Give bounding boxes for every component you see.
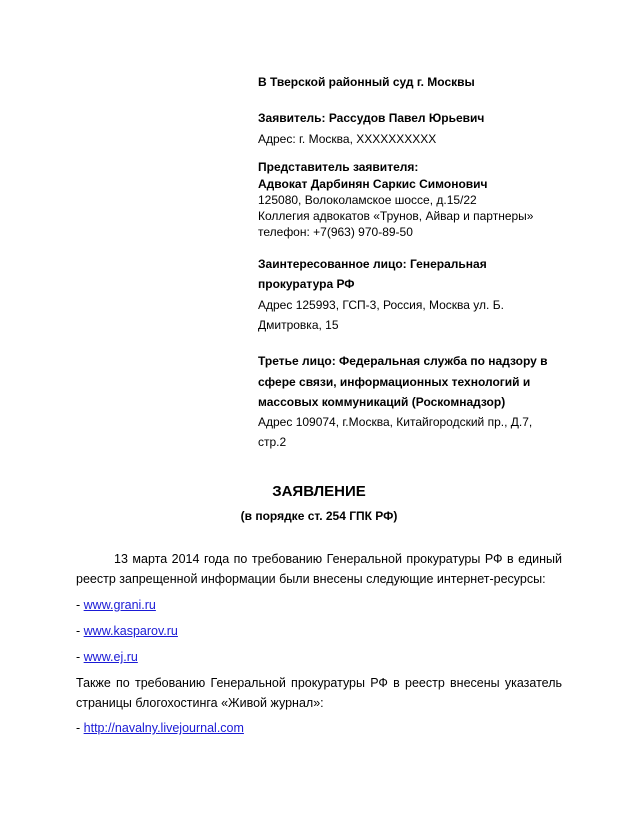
list-dash: - <box>76 598 84 612</box>
list-dash: - <box>76 624 84 638</box>
list-item-ej <box>76 649 562 665</box>
list-item-kasparov <box>76 623 562 639</box>
list-dash: - <box>76 721 84 735</box>
representative-name: Адвокат Дарбинян Саркис Симонович <box>258 177 488 191</box>
applicant-address: Адрес: г. Москва, XXXXXXXXXX <box>258 132 437 146</box>
third-party-address2: стр.2 <box>258 435 287 449</box>
link-kasparov[interactable]: www.kasparov.ru <box>83 624 178 638</box>
link-grani[interactable]: www.grani.ru <box>83 598 156 612</box>
representative-firm: Коллегия адвокатов «Трунов, Айвар и партнеры» <box>258 209 534 223</box>
representative-address: 125080, Волоколамское шоссе, д.15/22 <box>258 193 477 207</box>
third-party-address1: Адрес 109074, г.Москва, Китайгородский пр., Д.7, <box>258 415 533 429</box>
document-title: ЗАЯВЛЕНИЕ <box>272 483 366 500</box>
list-item-navalny <box>76 720 562 736</box>
interested-party-line1: Заинтересованное лицо: Генеральная <box>258 257 487 271</box>
interested-party-address2: Дмитровка, 15 <box>258 318 339 332</box>
third-party-line2: сфере связи, информационных технологий и <box>258 375 531 389</box>
paragraph1-line1: 13 марта 2014 года по требованию Генеральной прокуратуры РФ в единый <box>114 552 562 566</box>
interested-party-address1: Адрес 125993, ГСП-3, Россия, Москва ул. Б. <box>258 298 504 312</box>
representative-heading: Представитель заявителя: <box>258 160 419 174</box>
representative-phone: телефон: +7(963) 970-89-50 <box>258 225 413 239</box>
paragraph2-line1: Также по требованию Генеральной прокуратуры РФ в реестр внесены указатель <box>76 676 562 690</box>
court-name: В Тверской районный суд г. Москвы <box>258 75 475 89</box>
list-item-grani <box>76 597 562 613</box>
interested-party-line2: прокуратура РФ <box>258 277 355 291</box>
third-party-line1: Третье лицо: Федеральная служба по надзору в <box>258 354 548 368</box>
third-party-line3: массовых коммуникаций (Роскомнадзор) <box>258 395 506 409</box>
applicant-name: Заявитель: Рассудов Павел Юрьевич <box>258 111 485 125</box>
link-ej[interactable]: www.ej.ru <box>83 650 138 664</box>
list-dash: - <box>76 650 84 664</box>
paragraph1-line2: реестр запрещенной информации были внесены следующие интернет-ресурсы: <box>76 572 546 586</box>
link-navalny-blog[interactable]: http://navalny.livejournal.com <box>83 721 244 735</box>
document-subtitle: (в порядке ст. 254 ГПК РФ) <box>240 509 398 523</box>
paragraph2-line2: страницы блогохостинга «Живой журнал»: <box>76 696 324 710</box>
